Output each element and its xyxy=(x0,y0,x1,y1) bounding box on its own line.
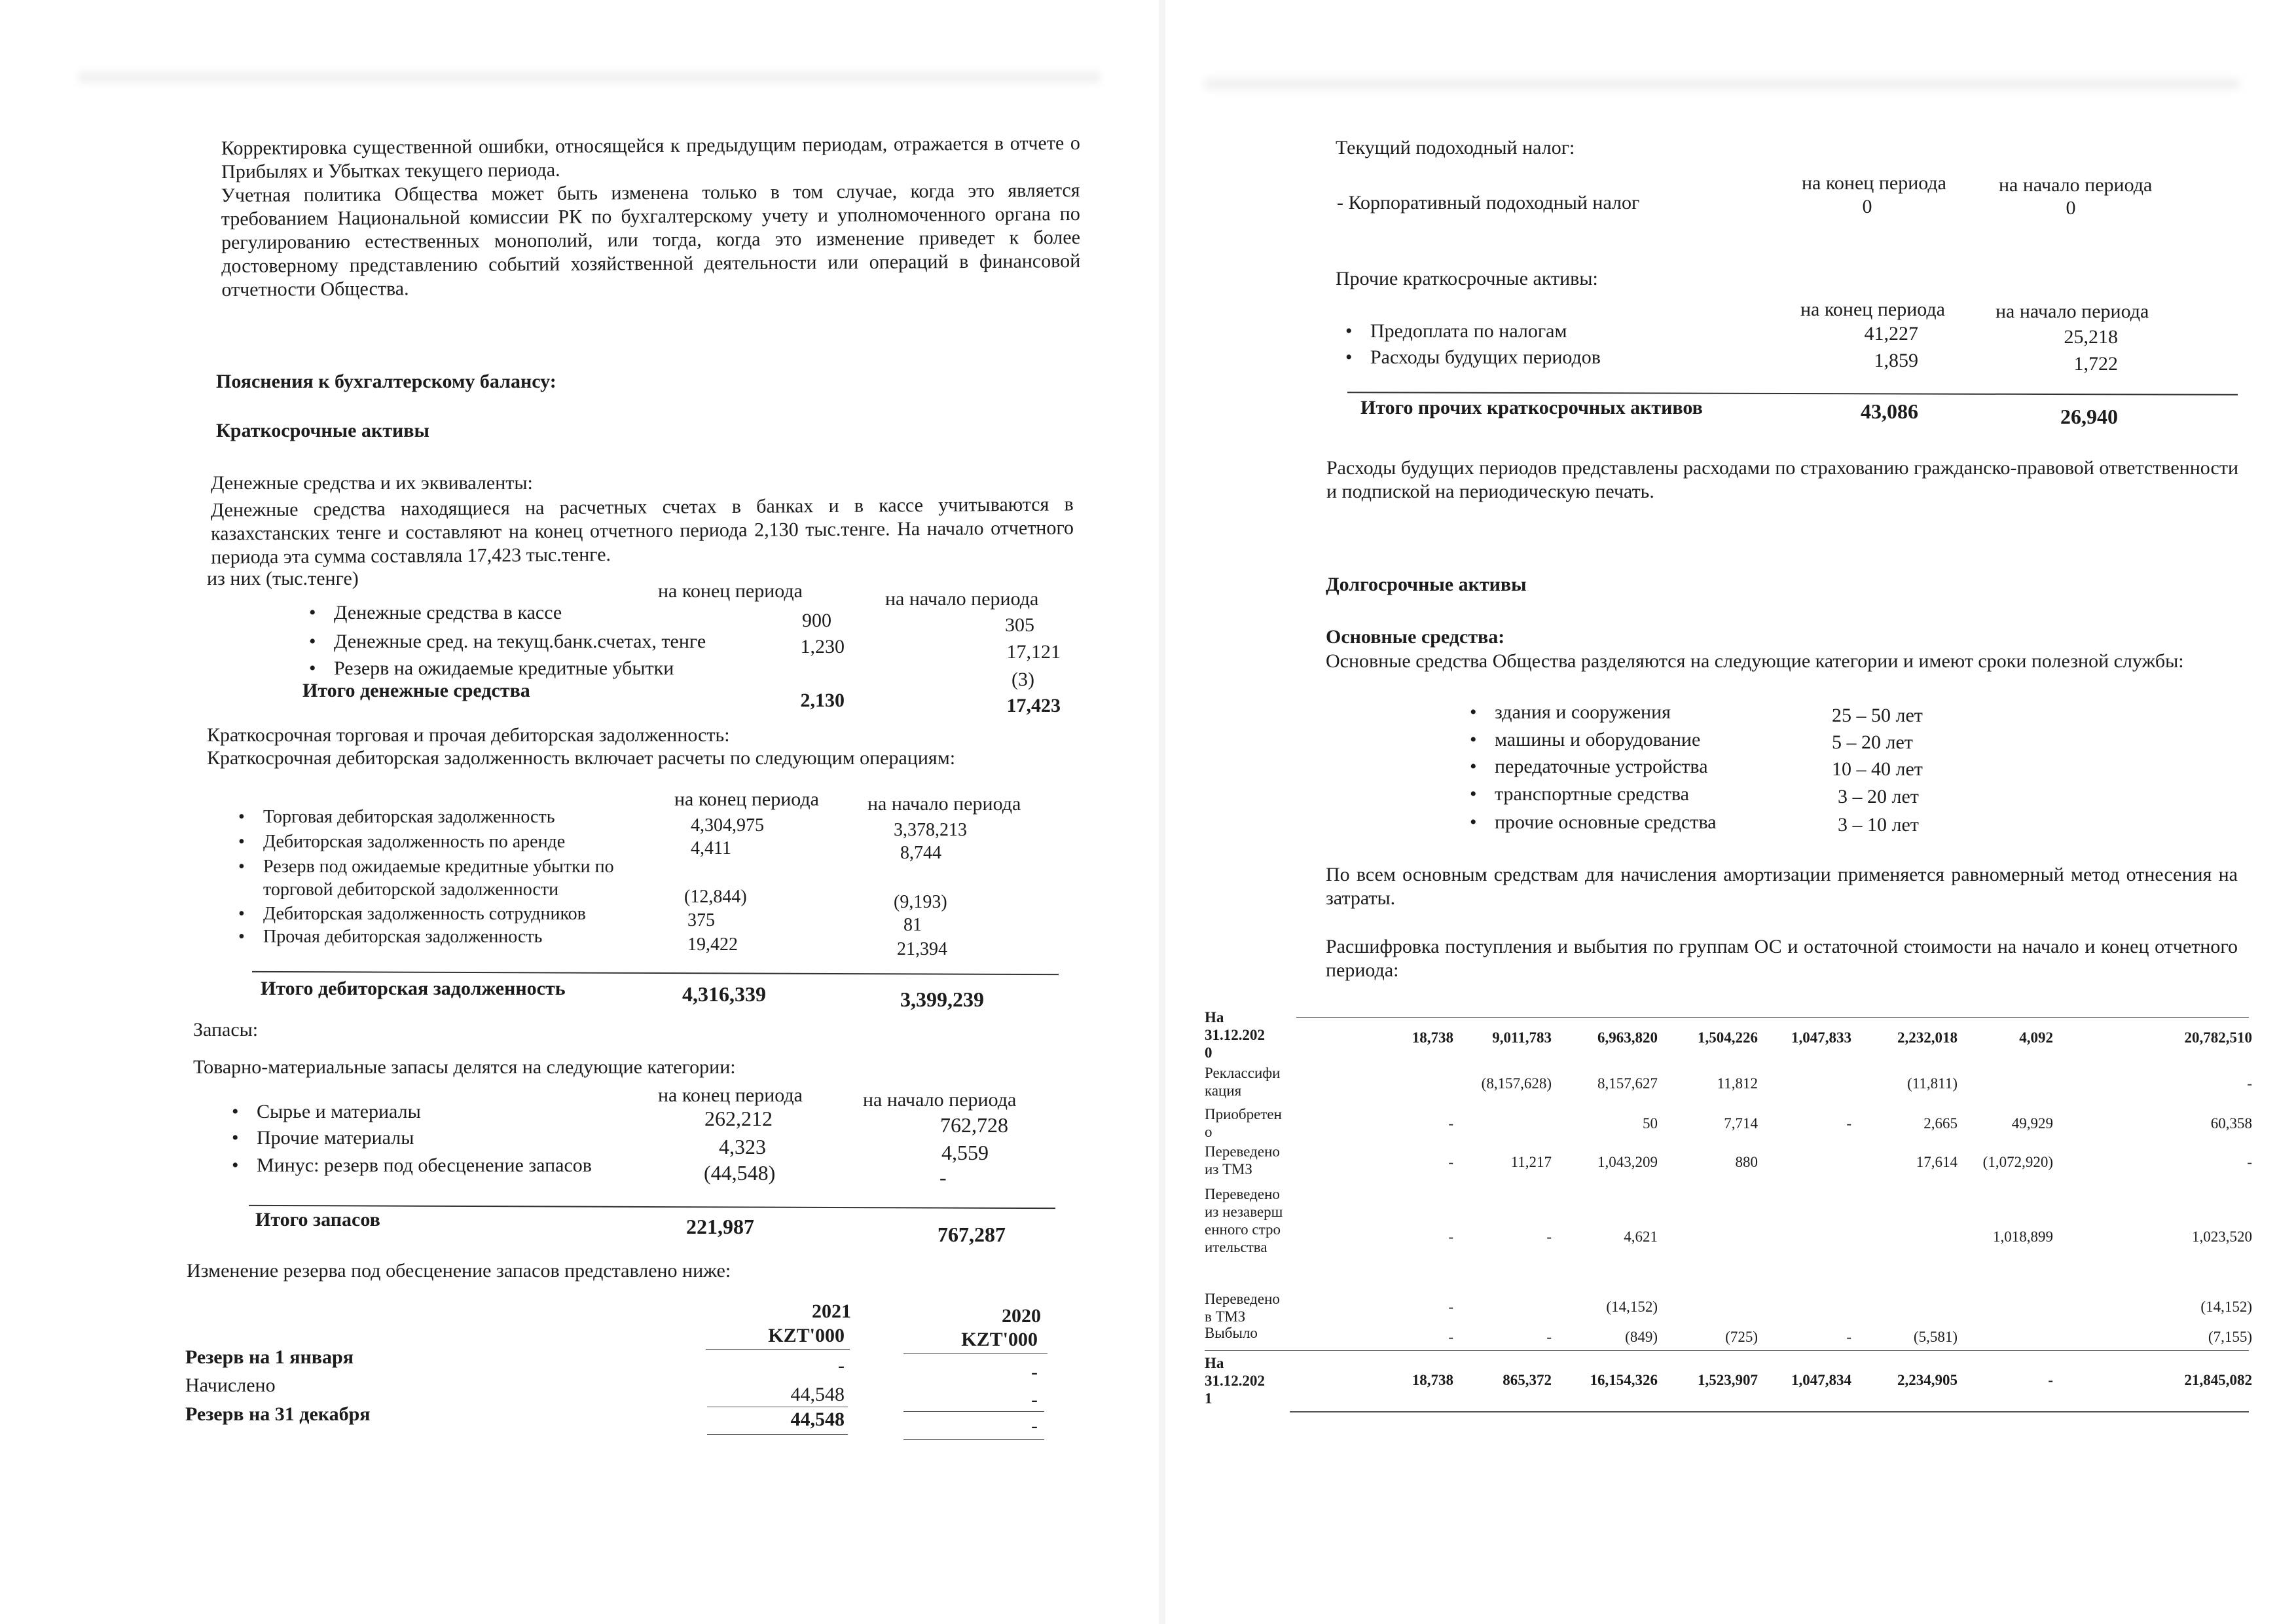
movement-cell: (14,152) xyxy=(1606,1299,1658,1315)
cash-col-end: на конец периода xyxy=(658,580,803,602)
inv-row-start: - xyxy=(939,1166,947,1189)
movement-cell: 11,812 xyxy=(1717,1075,1758,1092)
rec-row-label: • Торговая дебиторская задолженность xyxy=(263,807,555,828)
movement-cell: - xyxy=(1846,1115,1851,1132)
fa-cat-label: • транспортные средства xyxy=(1495,783,1689,806)
movement-cell: 2,234,905 xyxy=(1897,1372,1958,1388)
cash-title: Денежные средства и их эквиваленты: xyxy=(211,472,533,494)
right-page xyxy=(1165,0,2296,1624)
fa-cat-life: 10 – 40 лет xyxy=(1832,758,1923,780)
rec-total-start: 3,399,239 xyxy=(900,987,984,1011)
long-term-heading: Долгосрочные активы xyxy=(1326,574,1527,595)
rec-row-start: (9,193) xyxy=(894,892,947,912)
movement-cell: - xyxy=(1448,1228,1453,1245)
res-row-v2: - xyxy=(1031,1415,1038,1437)
movement-cell: 1,023,520 xyxy=(2192,1228,2252,1245)
tax-title: Текущий подоходный налог: xyxy=(1336,137,1575,158)
cash-row-end: 900 xyxy=(802,610,831,631)
movement-cell: (5,581) xyxy=(1913,1329,1958,1345)
movement-cell: 1,018,899 xyxy=(1993,1228,2053,1245)
other-col-start: на начало периода xyxy=(1995,301,2149,322)
fa-cat-life: 3 – 10 лет xyxy=(1838,814,1919,836)
other-row-start: 1,722 xyxy=(2073,353,2118,375)
tax-col-start: на начало периода xyxy=(1999,174,2153,196)
movement-cell: - xyxy=(2247,1154,2252,1170)
res-unit-2: KZT'000 xyxy=(961,1329,1038,1350)
other-row-end: 41,227 xyxy=(1864,323,1918,344)
fa-cat-label: • прочие основные средства xyxy=(1495,811,1717,834)
inv-row-label: • Минус: резерв под обесценение запасов xyxy=(257,1154,592,1177)
res-row-v2: - xyxy=(1031,1389,1038,1411)
res-unit-1: KZT'000 xyxy=(768,1325,845,1346)
depreciation-paragraph: По всем основным средствам для начисления амортизации применяется равномерный метод отнесения на затраты. xyxy=(1326,864,2238,909)
movement-cell: 60,358 xyxy=(2210,1115,2252,1132)
movement-cell: 1,043,209 xyxy=(1597,1154,1658,1170)
movement-cell: 17,614 xyxy=(1916,1154,1958,1170)
rec-row-end: 4,411 xyxy=(691,838,731,858)
other-row-start: 25,218 xyxy=(2064,326,2118,348)
cash-row-start: 17,121 xyxy=(1006,641,1061,663)
tax-row-end: 0 xyxy=(1862,196,1872,217)
res-row-v1: - xyxy=(838,1355,845,1376)
inv-total-label: Итого запасов xyxy=(255,1209,380,1230)
fa-cat-life: 5 – 20 лет xyxy=(1832,731,1913,753)
movement-cell: 16,154,326 xyxy=(1590,1372,1658,1388)
rec-row-end: (12,844) xyxy=(684,887,747,907)
rec-row-start: 21,394 xyxy=(897,939,947,959)
fa-cat-life: 25 – 50 лет xyxy=(1832,705,1923,726)
movement-row-label: Переведено в ТМЗ xyxy=(1205,1291,1284,1325)
movement-cell: - xyxy=(2048,1372,2053,1388)
res-row-v2: - xyxy=(1031,1361,1038,1383)
cash-row-label: • Денежные сред. на текущ.банк.счетах, тенге xyxy=(334,630,706,654)
tax-row-label: - Корпоративный подоходный налог xyxy=(1337,192,1640,213)
receivables-text: Краткосрочная дебиторская задолженность включает расчеты по следующим операциям: xyxy=(207,747,956,769)
rec-total-end: 4,316,339 xyxy=(682,982,766,1006)
cash-paragraph: Денежные средства находящиеся на расчетных счетах в банках и в кассе учитываются в казахстанских тенге и составляют на конец отчетного периода 2,130 тыс.тенге. На начало отчетного периода эта сумма составляла 17,423 тыс.тенге. xyxy=(210,493,1074,568)
movement-cell: - xyxy=(1448,1329,1453,1345)
movement-cell: 18,738 xyxy=(1412,1029,1453,1046)
movement-cell: 6,963,820 xyxy=(1597,1029,1658,1046)
fa-cat-label: • передаточные устройства xyxy=(1495,755,1708,779)
movement-row-label: Переведено из ТМЗ xyxy=(1205,1143,1284,1177)
short-term-heading: Краткосрочные активы xyxy=(216,420,429,441)
movement-cell: - xyxy=(1448,1115,1453,1132)
movement-cell: 4,621 xyxy=(1624,1228,1658,1245)
movement-cell: 2,232,018 xyxy=(1897,1029,1958,1046)
res-row-v1: 44,548 xyxy=(790,1384,845,1405)
fa-cat-label: • машины и оборудование xyxy=(1495,728,1700,752)
movement-cell: 1,504,226 xyxy=(1698,1029,1758,1046)
res-row-label: Резерв на 1 января xyxy=(185,1346,354,1368)
receivables-title: Краткосрочная торговая и прочая дебиторская задолженность: xyxy=(207,724,730,746)
movement-cell: (11,811) xyxy=(1907,1075,1958,1092)
res-year-1: 2021 xyxy=(812,1301,851,1322)
movement-cell: (725) xyxy=(1725,1329,1758,1345)
tax-row-start: 0 xyxy=(2066,197,2076,219)
movement-cell: (1,072,920) xyxy=(1982,1154,2053,1170)
movement-row-label: Выбыло xyxy=(1205,1325,1258,1341)
other-row-label: • Расходы будущих периодов xyxy=(1370,346,1601,369)
res-row-v1: 44,548 xyxy=(790,1409,845,1430)
movement-row-label: Реклассификация xyxy=(1205,1065,1281,1099)
cash-of-label: из них (тыс.тенге) xyxy=(207,568,359,589)
rec-row-label: • Дебиторская задолженность по аренде xyxy=(263,832,565,853)
movement-cell: 1,047,833 xyxy=(1791,1029,1851,1046)
rec-row-start: 8,744 xyxy=(900,843,941,863)
movement-cell: - xyxy=(2247,1075,2252,1092)
movement-cell: 20,782,510 xyxy=(2184,1029,2252,1046)
movement-cell: (8,157,628) xyxy=(1481,1075,1552,1092)
policy-paragraph: Учетная политика Общества может быть изменена только в том случае, когда это является требованием Национальной комиссии РК по бухгалтерскому учету и уполномоченного органа по регулированию естественных монополий, или тогда, когда это изменение приведет к более достоверному представлению событий хозяйственной деятельности или операций в финансовой отчетности Общества. xyxy=(221,179,1081,301)
movement-cell: - xyxy=(1448,1154,1453,1170)
res-rule xyxy=(706,1349,850,1350)
cash-total-start: 17,423 xyxy=(1006,695,1061,716)
cash-row-start: 305 xyxy=(1005,614,1034,636)
movement-row-label: На 31.12.202 1 xyxy=(1205,1355,1265,1407)
movement-cell: 11,217 xyxy=(1510,1154,1552,1170)
inventory-text: Товарно-материальные запасы делятся на следующие категории: xyxy=(193,1056,736,1078)
reserve-text: Изменение резерва под обесценение запасов представлено ниже: xyxy=(187,1260,731,1282)
movement-cell: 50 xyxy=(1643,1115,1658,1132)
res-rule xyxy=(903,1353,1048,1354)
inventory-title: Запасы: xyxy=(193,1019,259,1041)
inv-row-start: 762,728 xyxy=(940,1113,1008,1137)
rec-row-label: • Резерв под ожидаемые кредитные убытки по xyxy=(263,857,614,877)
movement-cell: 7,714 xyxy=(1724,1115,1758,1132)
cash-total-label: Итого денежные средства xyxy=(302,680,530,701)
other-total-start: 26,940 xyxy=(2060,405,2118,428)
movement-paragraph: Расшифровка поступления и выбытия по группам ОС и остаточной стоимости на начало и конец отчетного периода: xyxy=(1326,936,2238,981)
movement-total-rule xyxy=(1205,1350,2249,1351)
movement-cell: 18,738 xyxy=(1412,1372,1453,1388)
movement-cell: - xyxy=(1846,1329,1851,1345)
res-rule xyxy=(903,1439,1044,1440)
movement-row-label: На 31.12.202 0 xyxy=(1205,1009,1265,1061)
tax-col-end: на конец периода xyxy=(1802,172,1946,194)
other-row-label: • Предоплата по налогам xyxy=(1370,320,1567,343)
cash-row-end: 1,230 xyxy=(800,636,845,657)
movement-bottom-rule xyxy=(1290,1411,2249,1412)
movement-cell: 865,372 xyxy=(1503,1372,1552,1388)
movement-cell: 9,011,783 xyxy=(1492,1029,1552,1046)
cash-total-end: 2,130 xyxy=(800,690,845,711)
fixed-assets-paragraph: Основные средства Общества разделяются на следующие категории и имеют сроки полезной службы: xyxy=(1326,650,2184,672)
other-total-label: Итого прочих краткосрочных активов xyxy=(1360,397,1703,418)
movement-cell: 1,523,907 xyxy=(1698,1372,1758,1388)
movement-cell: 1,047,834 xyxy=(1791,1372,1851,1388)
movement-cell: (14,152) xyxy=(2200,1299,2252,1315)
movement-cell: 21,845,082 xyxy=(2184,1372,2252,1388)
other-row-end: 1,859 xyxy=(1874,350,1918,371)
rec-row-end: 19,422 xyxy=(687,934,738,955)
fa-cat-life: 3 – 20 лет xyxy=(1838,786,1919,807)
rec-total-rule xyxy=(252,971,1059,975)
rec-row-label: • Прочая дебиторская задолженность xyxy=(263,927,542,948)
inv-row-label: • Прочие материалы xyxy=(257,1126,414,1150)
movement-cell: - xyxy=(1448,1299,1453,1315)
res-row-label: Резерв на 31 декабря xyxy=(185,1403,371,1425)
rec-row-end: 4,304,975 xyxy=(691,815,764,836)
other-col-end: на конец периода xyxy=(1800,299,1945,320)
rec-col-start: на начало периода xyxy=(867,793,1021,815)
scan-noise xyxy=(79,72,1100,83)
rec-row-end: 375 xyxy=(687,910,715,931)
res-rule xyxy=(903,1411,1044,1412)
inv-col-end: на конец периода xyxy=(658,1084,803,1106)
rec-row-start: 3,378,213 xyxy=(894,820,967,840)
cash-row-label: • Денежные средства в кассе xyxy=(334,601,562,625)
rec-col-end: на конец периода xyxy=(674,788,819,810)
rec-row-label: • Дебиторская задолженность сотрудников xyxy=(263,904,586,925)
inv-row-end: (44,548) xyxy=(704,1161,776,1185)
inv-total-start: 767,287 xyxy=(938,1223,1006,1246)
fa-cat-label: • здания и сооружения xyxy=(1495,701,1671,724)
movement-cell: - xyxy=(1546,1228,1552,1245)
movement-cell: 2,665 xyxy=(1923,1115,1958,1132)
inv-col-start: на начало периода xyxy=(863,1089,1017,1111)
cash-row-start: (3) xyxy=(1011,669,1034,690)
cash-row-label: • Резерв на ожидаемые кредитные убытки xyxy=(334,657,674,680)
fixed-assets-title: Основные средства: xyxy=(1326,626,1505,648)
res-rule xyxy=(707,1434,848,1435)
inv-row-start: 4,559 xyxy=(941,1141,989,1164)
balance-heading: Пояснения к бухгалтерскому балансу: xyxy=(216,371,556,392)
movement-cell: - xyxy=(1546,1329,1552,1345)
prepaid-paragraph: Расходы будущих периодов представлены расходами по страхованию гражданско-правовой ответственности и подпиской на периодическую печать. xyxy=(1326,457,2238,502)
rec-row-start: 81 xyxy=(903,915,922,935)
intro-paragraph: Корректировка существенной ошибки, относящейся к предыдущим периодам, отражается в отчете о Прибылях и Убытках текущего периода. xyxy=(221,132,1080,183)
inv-total-end: 221,987 xyxy=(686,1215,754,1238)
movement-cell: 8,157,627 xyxy=(1597,1075,1658,1092)
movement-cell: 4,092 xyxy=(2019,1029,2053,1046)
inv-row-end: 4,323 xyxy=(719,1135,766,1158)
fixed-asset-movement-table xyxy=(1165,0,2296,1624)
movement-row-label: Приобретено xyxy=(1205,1106,1282,1140)
res-row-label: Начислено xyxy=(185,1375,276,1396)
rec-total-label: Итого дебиторская задолженность xyxy=(261,978,566,999)
movement-row-label: Переведено из незавершенного строительства xyxy=(1205,1186,1284,1255)
inv-row-end: 262,212 xyxy=(704,1107,773,1130)
inv-row-label: • Сырье и материалы xyxy=(257,1100,421,1124)
other-title: Прочие краткосрочные активы: xyxy=(1336,268,1598,289)
rec-row-label-cont: торговой дебиторской задолженности xyxy=(263,879,559,900)
movement-cell: (7,155) xyxy=(2208,1329,2252,1345)
cash-col-start: на начало периода xyxy=(885,588,1039,610)
movement-cell: (849) xyxy=(1625,1329,1658,1345)
movement-cell: 49,929 xyxy=(2011,1115,2053,1132)
other-total-end: 43,086 xyxy=(1861,399,1918,423)
res-year-2: 2020 xyxy=(1002,1305,1041,1327)
movement-cell: 880 xyxy=(1735,1154,1758,1170)
